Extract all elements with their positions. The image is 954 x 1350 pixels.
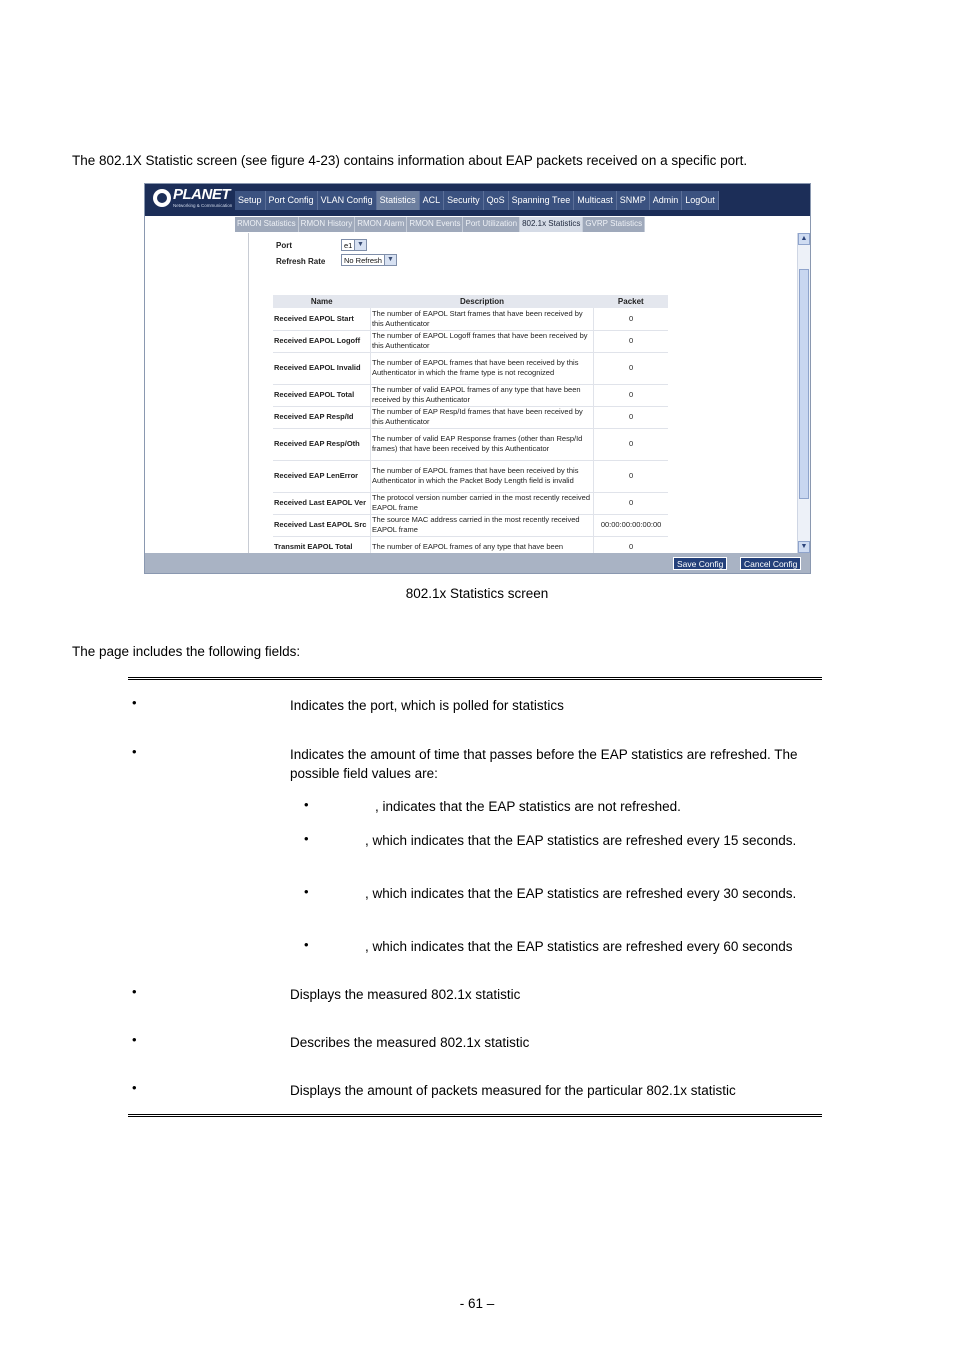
table-row xyxy=(273,536,668,553)
content-area xyxy=(249,233,797,553)
row-name: Received EAPOL Start xyxy=(273,308,370,330)
field-description-refresh-rate: Indicates the amount of time that passes before the EAP statistics are refreshed. The possible field values are: xyxy=(290,747,798,781)
menu-setup[interactable]: Setup xyxy=(235,191,266,210)
table-row xyxy=(273,492,668,514)
sub-menu xyxy=(235,217,645,232)
submenu-rmon-statistics[interactable]: RMON Statistics xyxy=(235,217,299,232)
row-name: Received EAPOL Invalid xyxy=(273,352,370,384)
chevron-down-icon: ▼ xyxy=(354,240,366,250)
scroll-down-icon[interactable]: ▼ xyxy=(798,541,810,553)
name-column-header: Name xyxy=(273,295,370,308)
row-name: Received EAP Resp/Oth xyxy=(273,428,370,460)
row-description: The number of EAPOL frames that have been received by this Authenticator in which the Packet Body Length field is invalid xyxy=(370,460,593,492)
logo-tagline: Networking & Communication xyxy=(173,203,233,208)
port-select-value: e1 xyxy=(344,241,353,250)
row-name: Received EAP Resp/Id xyxy=(273,406,370,428)
menu-statistics[interactable]: Statistics xyxy=(377,191,420,210)
row-packet: 0 xyxy=(594,536,668,553)
row-name: Received EAPOL Logoff xyxy=(273,330,370,352)
table-row xyxy=(273,384,668,406)
logo-wordmark: PLANET xyxy=(173,186,230,203)
scroll-up-icon[interactable]: ▲ xyxy=(798,233,810,245)
scrollbar-thumb[interactable] xyxy=(799,269,809,499)
menu-acl[interactable]: ACL xyxy=(420,191,445,210)
port-label: Port xyxy=(276,241,292,250)
globe-icon xyxy=(153,189,171,207)
menu-spanning-tree[interactable]: Spanning Tree xyxy=(509,191,575,210)
bullet-icon: • xyxy=(132,1080,137,1095)
sub-bullet-icon: • xyxy=(304,831,309,846)
row-name: Received Last EAPOL Src xyxy=(273,514,370,536)
refresh-option-15: , which indicates that the EAP statistics are refreshed every 15 seconds. xyxy=(365,833,797,848)
row-packet: 0 xyxy=(594,308,668,330)
sub-bullet-icon: • xyxy=(304,797,309,812)
row-description: The number of valid EAPOL frames of any type that have been received by this Authenticator xyxy=(370,384,593,406)
footer-bar xyxy=(145,553,810,573)
row-description: The protocol version number carried in the most recently received EAPOL frame xyxy=(370,492,593,514)
planet-logo xyxy=(153,187,235,213)
table-top-rule xyxy=(128,677,822,680)
row-name: Transmit EAPOL Total xyxy=(273,536,370,553)
bullet-icon: • xyxy=(132,984,137,999)
menu-logout[interactable]: LogOut xyxy=(682,191,719,210)
main-menu xyxy=(235,191,719,210)
refresh-rate-select[interactable] xyxy=(341,254,397,266)
row-description: The number of EAPOL Start frames that have been received by this Authenticator xyxy=(370,308,593,330)
row-name: Received EAPOL Total xyxy=(273,384,370,406)
packet-column-header: Packet xyxy=(594,295,668,308)
vertical-scrollbar[interactable] xyxy=(797,233,810,553)
page-number: - 61 – xyxy=(459,1296,495,1311)
intro-paragraph: The 802.1X Statistic screen (see figure 4-23) contains information about EAP packets received on a specific port. xyxy=(72,153,748,168)
row-description: The number of EAP Resp/Id frames that have been received by this Authenticator xyxy=(370,406,593,428)
menu-vlan-config[interactable]: VLAN Config xyxy=(318,191,377,210)
row-description: The number of valid EAP Response frames (other than Resp/Id frames) that have been received by this Authenticator xyxy=(370,428,593,460)
chevron-down-icon: ▼ xyxy=(384,255,396,265)
table-row xyxy=(273,330,668,352)
top-navigation-bar xyxy=(145,184,810,216)
figure-caption: 802.1x Statistics screen xyxy=(405,586,549,601)
row-packet: 0 xyxy=(594,428,668,460)
menu-qos[interactable]: QoS xyxy=(484,191,509,210)
row-packet: 0 xyxy=(594,492,668,514)
left-pane xyxy=(145,233,249,553)
row-name: Received EAP LenError xyxy=(273,460,370,492)
row-packet: 0 xyxy=(594,406,668,428)
menu-multicast[interactable]: Multicast xyxy=(574,191,617,210)
refresh-option-no-refresh: , indicates that the EAP statistics are not refreshed. xyxy=(375,799,681,814)
statistics-screenshot xyxy=(144,183,811,574)
table-row xyxy=(273,514,668,536)
cancel-config-button[interactable]: Cancel Config xyxy=(740,557,801,570)
submenu-gvrp-statistics[interactable]: GVRP Statistics xyxy=(583,217,645,232)
table-row xyxy=(273,352,668,384)
table-row xyxy=(273,460,668,492)
port-select[interactable] xyxy=(341,239,367,251)
row-packet: 0 xyxy=(594,352,668,384)
field-description-packet: Displays the amount of packets measured for the particular 802.1x statistic xyxy=(290,1083,736,1098)
fields-intro: The page includes the following fields: xyxy=(72,644,301,659)
menu-admin[interactable]: Admin xyxy=(650,191,683,210)
row-packet: 0 xyxy=(594,460,668,492)
row-name: Received Last EAPOL Ver xyxy=(273,492,370,514)
table-bottom-rule xyxy=(128,1114,822,1117)
bullet-icon: • xyxy=(132,1032,137,1047)
description-column-header: Description xyxy=(370,295,593,308)
submenu-rmon-events[interactable]: RMON Events xyxy=(407,217,463,232)
submenu-rmon-history[interactable]: RMON History xyxy=(299,217,356,232)
submenu-port-utilization[interactable]: Port Utilization xyxy=(463,217,520,232)
field-description-port: Indicates the port, which is polled for statistics xyxy=(290,698,564,713)
menu-security[interactable]: Security xyxy=(444,191,484,210)
row-description: The number of EAPOL frames of any type that have been xyxy=(370,536,593,553)
menu-port-config[interactable]: Port Config xyxy=(266,191,318,210)
refresh-option-60: , which indicates that the EAP statistics are refreshed every 60 seconds xyxy=(365,939,793,954)
refresh-rate-label: Refresh Rate xyxy=(276,257,326,266)
sub-bullet-icon: • xyxy=(304,884,309,899)
row-packet: 00:00:00:00:00:00 xyxy=(594,514,668,536)
field-description-description: Describes the measured 802.1x statistic xyxy=(290,1035,530,1050)
row-description: The number of EAPOL frames that have been received by this Authenticator in which the frame type is not recognized xyxy=(370,352,593,384)
submenu-rmon-alarm[interactable]: RMON Alarm xyxy=(355,217,407,232)
statistics-table xyxy=(273,295,668,553)
bullet-icon: • xyxy=(132,695,137,710)
table-row xyxy=(273,428,668,460)
field-description-name: Displays the measured 802.1x statistic xyxy=(290,987,521,1002)
menu-snmp[interactable]: SNMP xyxy=(617,191,650,210)
submenu-8021x-statistics[interactable]: 802.1x Statistics xyxy=(520,217,583,232)
row-description: The source MAC address carried in the most recently received EAPOL frame xyxy=(370,514,593,536)
bullet-icon: • xyxy=(132,744,137,759)
refresh-option-30: , which indicates that the EAP statistics are refreshed every 30 seconds. xyxy=(365,886,797,901)
table-row xyxy=(273,406,668,428)
sub-bullet-icon: • xyxy=(304,937,309,952)
row-packet: 0 xyxy=(594,384,668,406)
row-description: The number of EAPOL Logoff frames that have been received by this Authenticator xyxy=(370,330,593,352)
save-config-button[interactable]: Save Config xyxy=(673,557,727,570)
table-row xyxy=(273,308,668,330)
refresh-rate-select-value: No Refresh xyxy=(344,256,382,265)
row-packet: 0 xyxy=(594,330,668,352)
